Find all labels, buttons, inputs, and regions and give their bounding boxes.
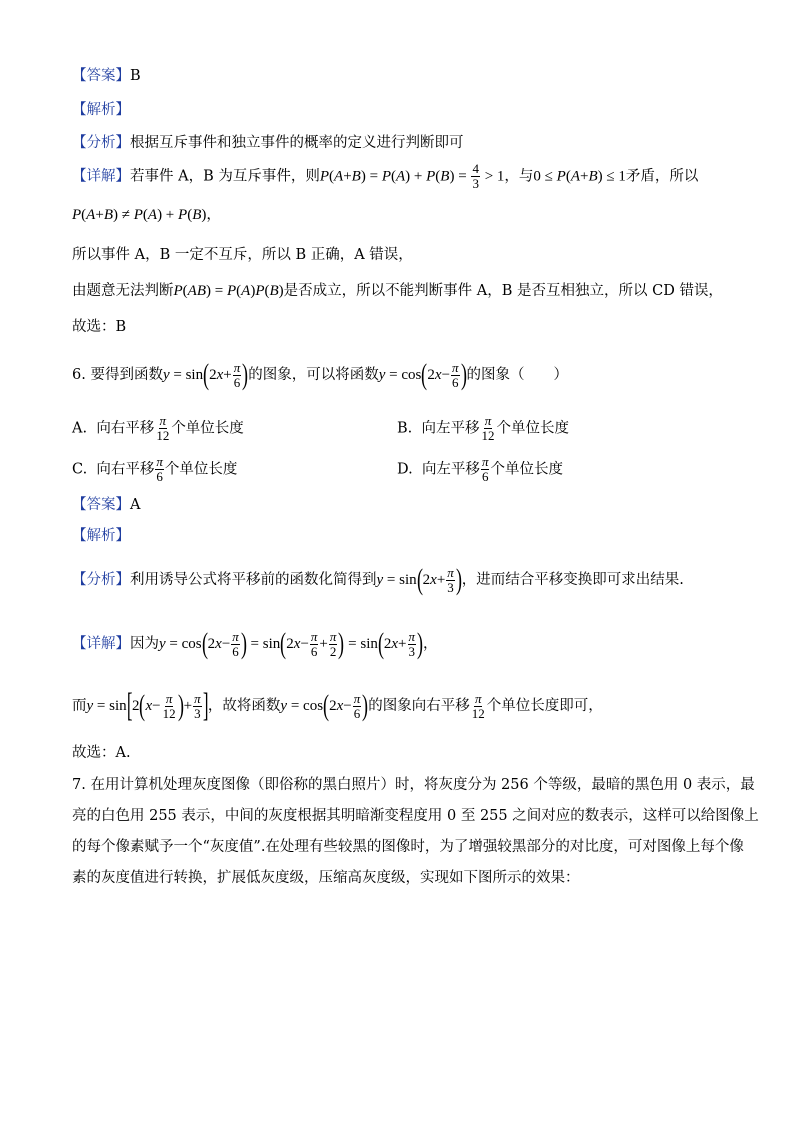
frac-den: 12	[471, 705, 485, 721]
formula-part: (	[187, 207, 193, 223]
formula-part: (	[236, 283, 242, 299]
formula-part: y	[280, 698, 288, 714]
formula-part: (	[203, 358, 210, 391]
fraction-pi-3	[408, 630, 417, 659]
formula-part: −	[441, 367, 451, 383]
formula-part: x	[145, 698, 153, 714]
detail-text: 因为	[130, 636, 159, 652]
answer-value: A	[130, 497, 141, 513]
stem-text: 6. 要得到函数	[72, 367, 163, 383]
q6-detail-line2	[72, 688, 603, 724]
formula-part: P	[226, 283, 237, 299]
conclusion-text: 故选：A.	[72, 745, 131, 761]
formula-part: x	[216, 367, 224, 383]
formula-part: ) =	[206, 283, 227, 299]
frac-den: 6	[353, 705, 361, 721]
formula-part: A	[570, 168, 580, 185]
formula-part: B	[103, 207, 113, 223]
q6-analysis-tag	[72, 526, 130, 546]
formula-part: > 1	[480, 168, 505, 185]
frac-num: π	[481, 454, 489, 469]
formula-part: P	[556, 168, 566, 185]
formula-part: 2	[329, 698, 337, 714]
frac-den: 12	[162, 705, 176, 721]
fenxi-text: ，进而结合平移变换即可求出结果.	[461, 572, 684, 588]
formula-part: A	[334, 168, 344, 185]
formula-part: ]	[202, 687, 209, 724]
frac-den: 6	[481, 469, 489, 484]
option-letter: B.	[397, 420, 413, 437]
q5-conclusion	[72, 317, 126, 337]
formula-part: (	[182, 283, 188, 299]
option-text: 向右平移	[96, 420, 155, 437]
q5-answer-line	[72, 66, 141, 86]
formula-part: +	[319, 636, 328, 652]
frac-num: π	[165, 690, 173, 706]
option-c	[72, 455, 237, 484]
formula-part: 2	[286, 636, 294, 652]
frac-num: π	[233, 359, 241, 375]
formula-part: 2	[383, 636, 392, 652]
formula-part: )	[460, 358, 467, 391]
formula-part: = sin	[246, 636, 281, 652]
formula-part: )	[177, 689, 184, 722]
formula-part: 2	[422, 572, 431, 588]
q7-text: 亮的白色用 255 表示，中间的灰度根据其明暗渐变程度用 0 至 255 之间对应的数表示，这样可以给图像上	[72, 808, 759, 824]
frac-num: π	[452, 359, 459, 375]
answer-tag: 【答案】	[72, 68, 130, 84]
fenxi-tag: 【分析】	[72, 135, 130, 151]
formula-part: 2	[207, 636, 216, 652]
formula-part: B	[351, 168, 361, 185]
formula-part: )	[250, 283, 256, 299]
fraction-pi-6	[231, 630, 240, 659]
formula-part: +	[223, 367, 232, 383]
frac-den: 12	[156, 428, 170, 443]
detail-text: ，故将函数	[207, 698, 281, 714]
formula-part: +	[398, 636, 407, 652]
q7-text: 的每个像素赋予一个“灰度值”.在处理有些较黑的图像时，为了增强较黑部分的对比度，可对图像上每个像	[72, 839, 744, 855]
option-text: 向左平移	[421, 461, 480, 478]
formula-part: +	[579, 168, 589, 185]
frac-num: π	[194, 690, 201, 706]
option-text: 个单位长度	[490, 461, 563, 478]
q7-line4	[72, 868, 580, 888]
formula-part: = sin	[169, 367, 204, 383]
formula-part: B	[440, 168, 450, 185]
formula-part: +	[343, 168, 352, 185]
formula-part: P	[133, 207, 143, 223]
option-fraction	[155, 455, 164, 484]
formula-part: x	[336, 698, 344, 714]
q7-line3	[72, 837, 744, 857]
option-text: 个单位长度	[164, 461, 238, 478]
answer-value: B	[130, 68, 141, 84]
q5-detail-line1	[72, 162, 698, 191]
stem-text: 的图象（ ）	[466, 367, 569, 383]
formula-part: y	[376, 572, 384, 588]
formula-part: −	[300, 636, 309, 652]
formula-part: ) =	[360, 168, 382, 185]
formula-part: (	[416, 563, 423, 596]
option-b	[397, 414, 569, 443]
formula-part: (	[421, 358, 428, 391]
frac-num: π	[353, 690, 361, 706]
formula-part: (	[139, 689, 146, 722]
option-d	[397, 455, 563, 484]
fenxi-tag: 【分析】	[72, 572, 130, 588]
fraction-pi-6	[451, 361, 460, 390]
formula-part: −	[152, 698, 161, 714]
frac-num: π	[329, 628, 337, 644]
frac-den: 3	[194, 705, 201, 721]
frac-num: π	[159, 413, 167, 428]
fraction-pi-6	[353, 692, 362, 721]
frac-den: 6	[232, 643, 239, 659]
comma: ，	[423, 636, 438, 652]
formula-part: )	[242, 358, 249, 391]
analysis-tag: 【解析】	[72, 102, 130, 118]
q5-detail-line2	[72, 205, 221, 225]
q5-detail-line3	[72, 245, 413, 265]
formula-part: (	[390, 168, 396, 185]
fraction-pi-3	[193, 692, 202, 721]
frac-den: 2	[329, 643, 337, 659]
q6-conclusion	[72, 743, 131, 763]
q7-text: 素的灰度值进行转换，扩展低灰度级，压缩高灰度级，实现如下图所示的效果：	[72, 870, 580, 886]
stem-text: 的图象，可以将函数	[248, 367, 379, 383]
formula-part: A	[147, 207, 158, 223]
formula-part: [	[126, 687, 133, 724]
formula-part: = sin	[93, 698, 127, 714]
detail-text: 是否成立，所以不能判断事件 A，B 是否互相独立，所以 CD 错误，	[283, 283, 723, 299]
formula-part: (	[142, 207, 148, 223]
formula-part: = cos	[287, 698, 324, 714]
formula-part: = cos	[165, 636, 202, 652]
option-letter: C.	[72, 461, 88, 478]
detail-text: 而	[72, 698, 87, 714]
fraction-pi-3	[446, 566, 455, 595]
option-a	[72, 414, 244, 443]
frac-num: π	[484, 413, 492, 428]
frac-num: π	[447, 564, 454, 580]
answer-tag: 【答案】	[72, 497, 130, 513]
formula-part: ) +	[405, 168, 427, 185]
formula-part: (	[435, 168, 441, 185]
frac-num: π	[408, 628, 416, 644]
formula-part: P	[173, 283, 183, 299]
q5-detail-line4	[72, 281, 723, 301]
fraction-pi-2	[329, 630, 338, 659]
option-fraction	[155, 414, 170, 443]
detail-text: 的图象向右平移	[368, 698, 470, 714]
formula-part: B	[588, 168, 598, 185]
formula-part: (	[377, 627, 384, 660]
q6-detail-line1	[72, 627, 438, 661]
frac-den: 3	[472, 176, 479, 191]
formula-part: −	[343, 698, 352, 714]
formula-part: y	[159, 636, 166, 652]
fraction-4-3	[471, 162, 480, 191]
formula-part: x	[293, 636, 301, 652]
formula-part: (	[201, 627, 208, 660]
frac-den: 12	[481, 428, 495, 443]
detail-tag: 【详解】	[72, 636, 130, 652]
formula-part: )	[338, 627, 345, 660]
formula-part: )	[417, 627, 424, 660]
fenxi-text: 根据互斥事件和独立事件的概率的定义进行判断即可	[130, 135, 464, 151]
analysis-tag: 【解析】	[72, 528, 130, 544]
option-text: 个单位长度	[496, 420, 569, 437]
q7-text: 7. 在用计算机处理灰度图像（即俗称的黑白照片）时，将灰度分为 256 个等级，最暗的黑色用 0 表示，最	[72, 777, 755, 793]
detail-text: 若事件 A，B 为互斥事件，则	[130, 168, 320, 185]
formula-part: = cos	[385, 367, 422, 383]
formula-part: = sin	[344, 636, 378, 652]
formula-part: 2	[131, 698, 140, 714]
detail-text: ，与	[504, 168, 534, 185]
formula-part: )	[278, 283, 284, 299]
formula-part: P	[426, 168, 436, 185]
formula-part: )	[362, 689, 369, 722]
formula-part: x	[430, 572, 437, 588]
frac-den: 6	[156, 469, 163, 484]
formula-part: (	[280, 627, 287, 660]
fraction-pi-12	[162, 692, 177, 721]
q7-line2	[72, 806, 759, 826]
option-letter: D.	[397, 461, 413, 478]
fraction-pi-12	[471, 692, 486, 721]
frac-den: 3	[447, 579, 454, 595]
formula-part: B	[269, 283, 279, 299]
formula-part: B	[192, 207, 202, 223]
formula-part: (	[264, 283, 270, 299]
detail-text: 个单位长度即可，	[486, 698, 603, 714]
formula-part: )	[455, 563, 462, 596]
frac-den: 6	[310, 643, 318, 659]
formula-part: ) ≠	[112, 207, 134, 223]
option-letter: A.	[72, 420, 88, 437]
formula-part: 2	[209, 367, 217, 383]
formula-part: )	[240, 627, 247, 660]
formula-mutually-exclusive: P	[319, 168, 330, 185]
formula-part: AB	[187, 283, 206, 299]
q5-analysis-tag	[72, 100, 130, 120]
formula-part: A	[395, 168, 406, 185]
formula-part: (	[329, 168, 335, 185]
formula-part: y	[378, 367, 386, 383]
formula-part: ) +	[157, 207, 179, 223]
detail-text: 所以事件 A，B 一定不互斥，所以 B 正确，A 错误，	[72, 247, 413, 263]
formula-part: y	[86, 698, 94, 714]
detail-tag: 【详解】	[72, 168, 130, 185]
formula-part: ) ≤ 1	[597, 168, 626, 185]
formula-part: 2	[427, 367, 435, 383]
frac-den: 6	[452, 374, 459, 390]
q6-stem	[72, 358, 568, 392]
q6-fenxi-line	[72, 563, 684, 597]
formula-part: x	[434, 367, 442, 383]
formula-part: +	[436, 572, 446, 588]
conclusion-text: 故选：B	[72, 319, 127, 335]
option-text: 向右平移	[96, 461, 155, 478]
frac-num: 4	[472, 161, 479, 176]
comma: ，	[206, 207, 221, 223]
formula-part: (	[323, 689, 330, 722]
formula-part: P	[255, 283, 265, 299]
fenxi-text: 利用诱导公式将平移前的函数化简得到	[130, 572, 377, 588]
formula-part: ) =	[449, 168, 471, 185]
formula-part: −	[221, 636, 231, 652]
detail-text: 矛盾，所以	[625, 168, 699, 185]
formula-part: P	[381, 168, 391, 185]
frac-den: 6	[233, 374, 241, 390]
formula-part: (	[565, 168, 571, 185]
formula-part: A	[241, 283, 251, 299]
formula-part: x	[215, 636, 222, 652]
option-text: 个单位长度	[171, 420, 244, 437]
formula-part: 0 ≤	[533, 168, 557, 185]
frac-num: π	[156, 454, 163, 469]
frac-num: π	[474, 690, 482, 706]
formula-part: = sin	[383, 572, 417, 588]
formula-part: P	[72, 207, 82, 223]
formula-part: +	[95, 207, 104, 223]
formula-part: +	[183, 698, 193, 714]
formula-part: P	[178, 207, 188, 223]
q7-line1	[72, 775, 755, 795]
formula-part: x	[391, 636, 399, 652]
option-fraction	[481, 455, 490, 484]
q5-fenxi-line	[72, 133, 464, 153]
detail-text: 由题意无法判断	[72, 283, 174, 299]
frac-num: π	[232, 628, 239, 644]
frac-num: π	[310, 628, 318, 644]
formula-part: )	[201, 207, 207, 223]
fraction-pi-6	[233, 361, 242, 390]
formula-part: (	[81, 207, 87, 223]
formula-part: A	[86, 207, 96, 223]
option-text: 向左平移	[421, 420, 480, 437]
option-fraction	[480, 414, 495, 443]
frac-den: 3	[408, 643, 416, 659]
formula-part: y	[162, 367, 170, 383]
q6-answer-line	[72, 495, 140, 515]
fraction-pi-6	[310, 630, 319, 659]
